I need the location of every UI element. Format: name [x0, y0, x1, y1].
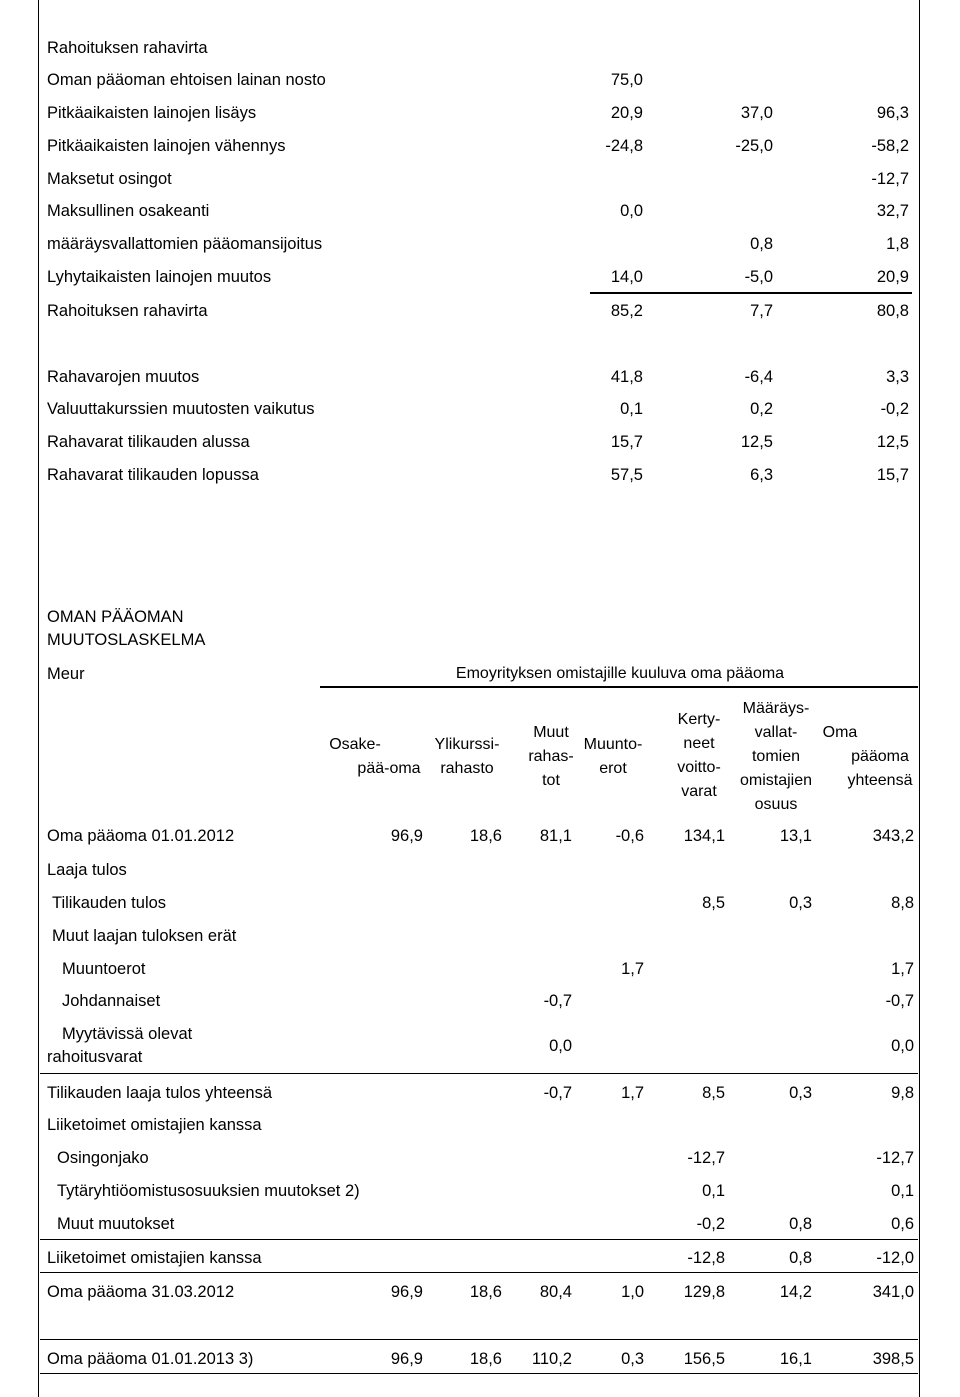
col-header-share-capital-2: pää-oma: [357, 760, 421, 777]
table-row: Rahavarat tilikauden lopussa 57,5 6,3 15,7: [47, 466, 909, 484]
table-row: Pitkäaikaisten lainojen vähennys -24,8 -25,0 -58,2: [47, 137, 909, 155]
table-row: Rahavarojen muutos 41,8 -6,4 3,3: [47, 368, 909, 386]
table-row: määräysvallattomien pääomansijoitus 0,8 1,8: [47, 235, 909, 253]
table-row: Muut muutokset -0,2 0,8 0,6: [57, 1215, 914, 1233]
col-header-share-premium: Ylikurssi- rahasto: [434, 736, 500, 777]
table-row: Maksetut osingot -12,7: [47, 170, 909, 188]
table-row: Oma pääoma 01.01.2013 3) 96,9 18,6 110,2 0,3 156,5 16,1 398,5: [47, 1350, 914, 1368]
subtotal-rule: [40, 1073, 918, 1074]
equity-title-line1: OMAN PÄÄOMAN: [47, 608, 184, 626]
table-row: Osingonjako -12,7 -12,7: [57, 1149, 914, 1167]
subtotal-rule: [590, 292, 912, 294]
table-row: Oma pääoma 01.01.2012 96,9 18,6 81,1 -0,6 134,1 13,1 343,2: [47, 827, 914, 845]
table-row: Muut laajan tuloksen erät: [52, 927, 237, 945]
table-row: Liiketoimet omistajien kanssa: [47, 1116, 262, 1134]
table-row: Oma pääoma 31.03.2012 96,9 18,6 80,4 1,0 129,8 14,2 341,0: [47, 1283, 914, 1301]
group-header-rule: [320, 686, 918, 688]
table-row-label-1: Myytävissä olevat: [62, 1025, 193, 1043]
table-row: Rahavarat tilikauden alussa 15,7 12,5 12,5: [47, 433, 909, 451]
table-row: 0,0 0,0: [549, 1037, 914, 1055]
subtotal-rule: [40, 1272, 918, 1273]
col-header-total-1: Oma: [822, 724, 858, 741]
table-row: Johdannaiset -0,7 -0,7: [62, 992, 914, 1010]
table-row: Oman pääoman ehtoisen lainan nosto 75,0: [47, 71, 643, 89]
table-row: Tilikauden tulos 8,5 0,3 8,8: [52, 894, 914, 912]
col-header-total-2: pääoma yhteensä: [847, 748, 913, 789]
bottom-rule: [40, 1373, 918, 1374]
cashflow-heading: Rahoituksen rahavirta: [47, 39, 208, 57]
subtotal-rule: [40, 1339, 918, 1340]
col-header-nci: Määräys- vallat- tomien omistajien osuus: [739, 700, 813, 813]
table-row: Lyhytaikaisten lainojen muutos 14,0 -5,0 20,9: [47, 268, 909, 286]
table-row: Maksullinen osakeanti 0,0 32,7: [47, 202, 909, 220]
table-row: Tilikauden laaja tulos yhteensä -0,7 1,7 8,5 0,3 9,8: [47, 1084, 914, 1102]
table-row: Pitkäaikaisten lainojen lisäys 20,9 37,0 96,3: [47, 104, 909, 122]
table-row: Rahoituksen rahavirta 85,2 7,7 80,8: [47, 302, 909, 320]
col-header-share-capital: Osake-: [329, 736, 381, 753]
equity-title-line2: MUUTOSLASKELMA: [47, 631, 206, 649]
group-header: Emoyrityksen omistajille kuuluva oma pääoma: [455, 665, 785, 682]
table-row: Tytäryhtiöomistusosuuksien muutokset 2) 0,1 0,1: [57, 1182, 914, 1200]
table-row-label-2: rahoitusvarat: [47, 1048, 143, 1066]
col-header-other-reserves: Muut rahas- tot: [528, 724, 574, 789]
subtotal-rule: [40, 1239, 918, 1240]
table-row: Laaja tulos: [47, 861, 127, 879]
table-row: Liiketoimet omistajien kanssa -12,8 0,8 -12,0: [47, 1249, 914, 1267]
table-row: Muuntoerot 1,7 1,7: [62, 960, 914, 978]
table-row: Valuuttakurssien muutosten vaikutus 0,1 0,2 -0,2: [47, 400, 909, 418]
col-header-retained-earnings: Kerty- neet voitto- varat: [677, 711, 721, 800]
unit-label: Meur: [47, 665, 85, 683]
col-header-translation: Muunto- erot: [583, 736, 643, 777]
